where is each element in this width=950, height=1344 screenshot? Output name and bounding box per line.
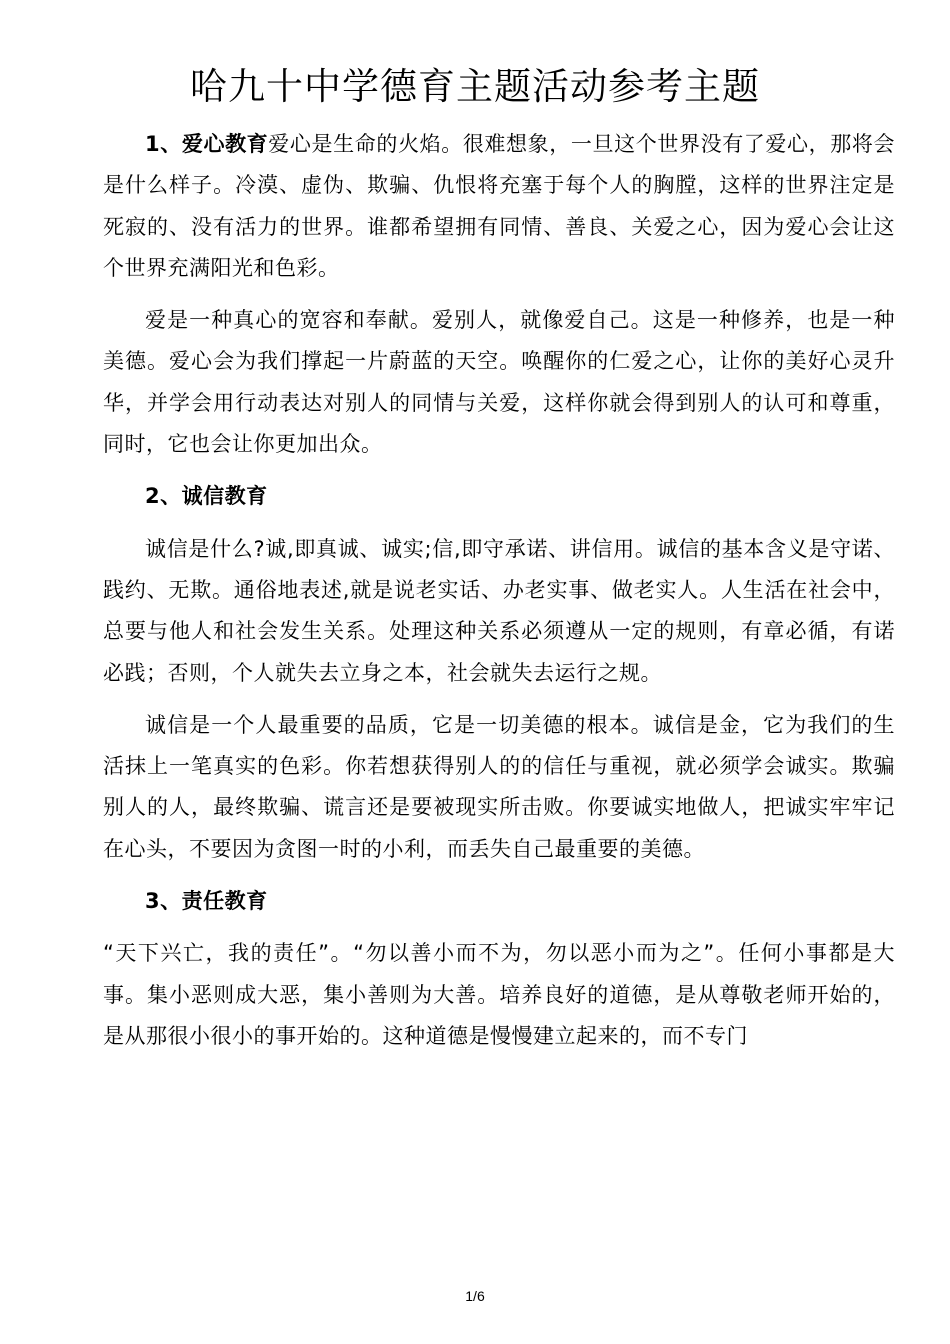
section-3-heading: 3、责任教育 [145,889,268,914]
section-2-heading: 2、诚信教育 [145,484,268,509]
section-2-paragraph-2: 诚信是一个人最重要的品质，它是一切美德的根本。诚信是金，它为我们的生活抹上一笔真实的色彩。你若想获得别人的的信任与重视，就必须学会诚实。欺骗别人的人，最终欺骗、谎言还是要被现实所击败。你要诚实地做人，把诚实牢牢记在心头，不要因为贪图一时的小利，而丢失自己最重要的美德。 [103,712,895,861]
document-title: 哈九十中学德育主题活动参考主题 [190,65,760,108]
section-1-paragraph-1 [103,124,895,289]
page-number: 1/6 [465,1288,485,1304]
section-1-paragraph-2: 爱是一种真心的宽容和奉献。爱别人，就像爱自己。这是一种修养，也是一种美德。爱心会为我们撑起一片蔚蓝的天空。唤醒你的仁爱之心，让你的美好心灵升华，并学会用行动表达对别人的同情与关爱，这样你就会得到别人的认可和尊重，同时，它也会让你更加出众。 [103,308,895,457]
section-1-heading: 1、爱心教育 [145,132,269,156]
document-body [103,124,895,1068]
section-2-paragraph-1: 诚信是什么?诚,即真诚、诚实;信,即守承诺、讲信用。诚信的基本含义是守诺、践约、无欺。通俗地表述,就是说老实话、办老实事、做老实人。人生活在社会中，总要与他人和社会发生关系。处理这种关系必须遵从一定的规则，有章必循，有诺必践；否则，个人就失去立身之本，社会就失去运行之规。 [103,536,895,685]
section-1-paragraph-1-text: 爱心是生命的火焰。很难想象，一旦这个世界没有了爱心，那将会是什么样子。冷漠、虚伪、欺骗、仇恨将充塞于每个人的胸膛，这样的世界注定是死寂的、没有活力的世界。谁都希望拥有同情、善良、关爱之心，因为爱心会让这个世界充满阳光和色彩。 [103,132,895,280]
section-3-paragraph-1: “天下兴亡，我的责任”。“勿以善小而不为，勿以恶小而为之”。任何小事都是大事。集小恶则成大恶，集小善则为大善。培养良好的道德，是从尊敬老师开始的，是从那很小很小的事开始的。这种道德是慢慢建立起来的，而不专门 [103,941,895,1048]
